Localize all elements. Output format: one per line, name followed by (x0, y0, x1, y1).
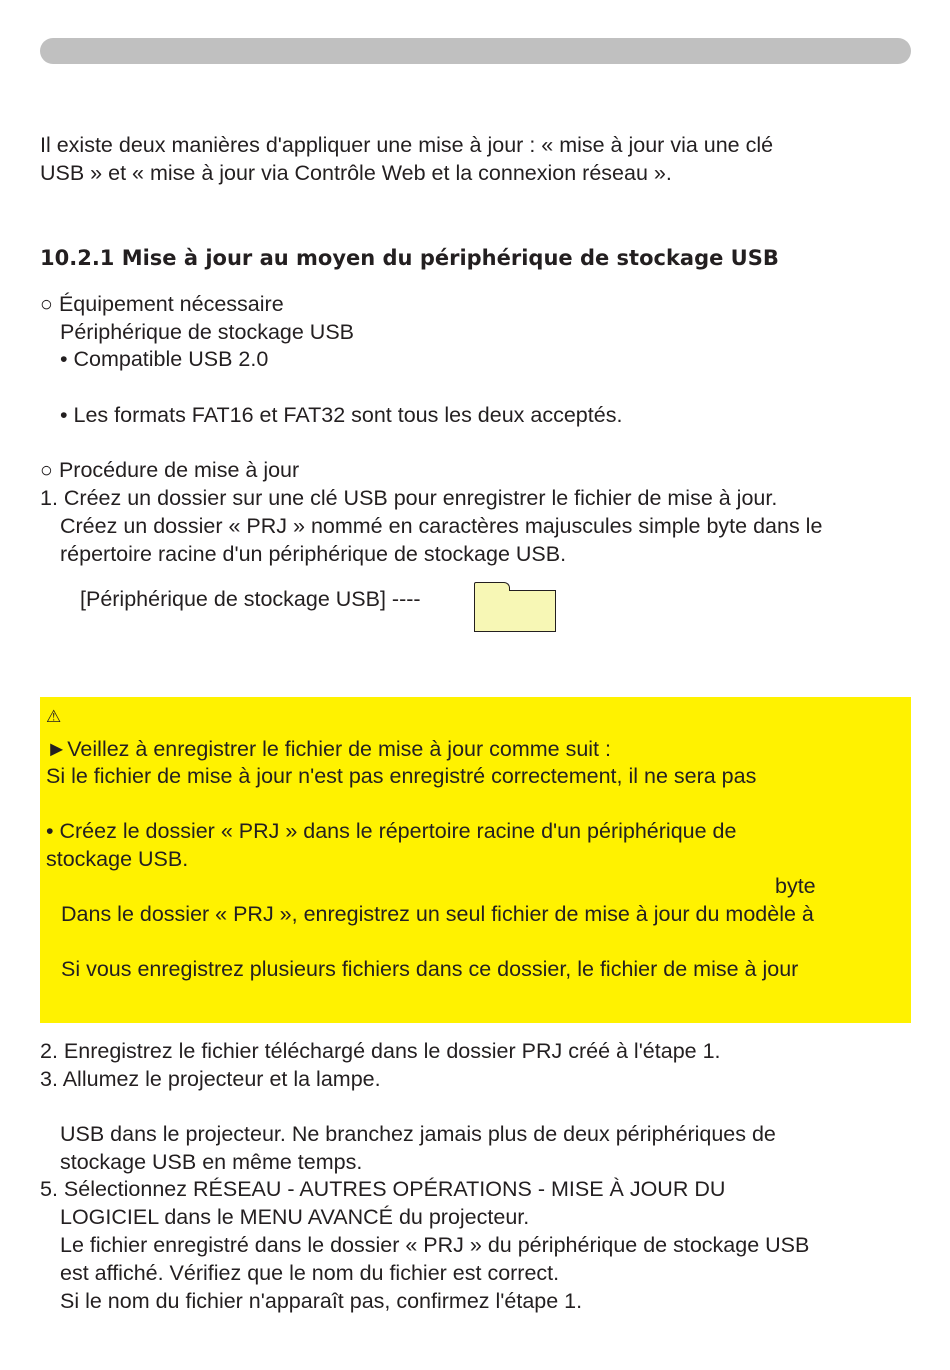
step-4-line-2: USB dans le projecteur. Ne branchez jamais plus de deux périphériques de (60, 1122, 776, 1146)
equipment-title: ○ Équipement nécessaire (40, 292, 284, 316)
caution-line-5: byte (775, 874, 816, 898)
step-5-line-2: LOGICIEL dans le MENU AVANCÉ du projecteur. (60, 1205, 530, 1229)
step-5-line-5: Si le nom du fichier n'apparaît pas, confirmez l'étape 1. (60, 1289, 583, 1313)
step1-line-1: 1. Créez un dossier sur une clé USB pour enregistrer le fichier de mise à jour. (40, 486, 778, 510)
equipment-formats: • Les formats FAT16 et FAT32 sont tous les deux acceptés. (60, 403, 623, 427)
caution-line-2: Si le fichier de mise à jour n'est pas enregistré correctement, il ne sera pas (46, 764, 757, 788)
equipment-compat: • Compatible USB 2.0 (60, 347, 269, 371)
intro-line-2: USB » et « mise à jour via Contrôle Web et la connexion réseau ». (40, 161, 672, 185)
step-5-line-1: 5. Sélectionnez RÉSEAU - AUTRES OPÉRATIONS - MISE À JOUR DU (40, 1177, 726, 1201)
header-bar (40, 38, 911, 64)
step-5-line-4: est affiché. Vérifiez que le nom du fichier est correct. (60, 1261, 560, 1285)
caution-line-3: • Créez le dossier « PRJ » dans le répertoire racine d'un périphérique de (46, 819, 737, 843)
intro-line-1: Il existe deux manières d'appliquer une mise à jour : « mise à jour via une clé (40, 133, 774, 157)
diagram-label: [Périphérique de stockage USB] ---- (80, 587, 421, 611)
step-5-line-3: Le fichier enregistré dans le dossier « PRJ » du périphérique de stockage USB (60, 1233, 810, 1257)
caution-line-7: Si vous enregistrez plusieurs fichiers dans ce dossier, le fichier de mise à jour (61, 957, 799, 981)
step1-line-3: répertoire racine d'un périphérique de stockage USB. (60, 542, 567, 566)
step-2: 2. Enregistrez le fichier téléchargé dans le dossier PRJ créé à l'étape 1. (40, 1039, 721, 1063)
warning-triangle-icon: ⚠ (46, 707, 62, 727)
step-4-line-3: stockage USB en même temps. (60, 1150, 363, 1174)
step1-line-2: Créez un dossier « PRJ » nommé en caractères majuscules simple byte dans le (60, 514, 823, 538)
caution-line-1: ►Veillez à enregistrer le fichier de mise à jour comme suit : (46, 737, 611, 761)
section-heading: 10.2.1 Mise à jour au moyen du périphérique de stockage USB (40, 246, 779, 270)
step-3: 3. Allumez le projecteur et la lampe. (40, 1067, 381, 1091)
caution-line-6: Dans le dossier « PRJ », enregistrez un seul fichier de mise à jour du modèle à (61, 902, 814, 926)
folder-icon (474, 590, 556, 632)
equipment-device: Périphérique de stockage USB (60, 320, 355, 344)
procedure-title: ○ Procédure de mise à jour (40, 458, 300, 482)
caution-line-4: stockage USB. (46, 847, 189, 871)
